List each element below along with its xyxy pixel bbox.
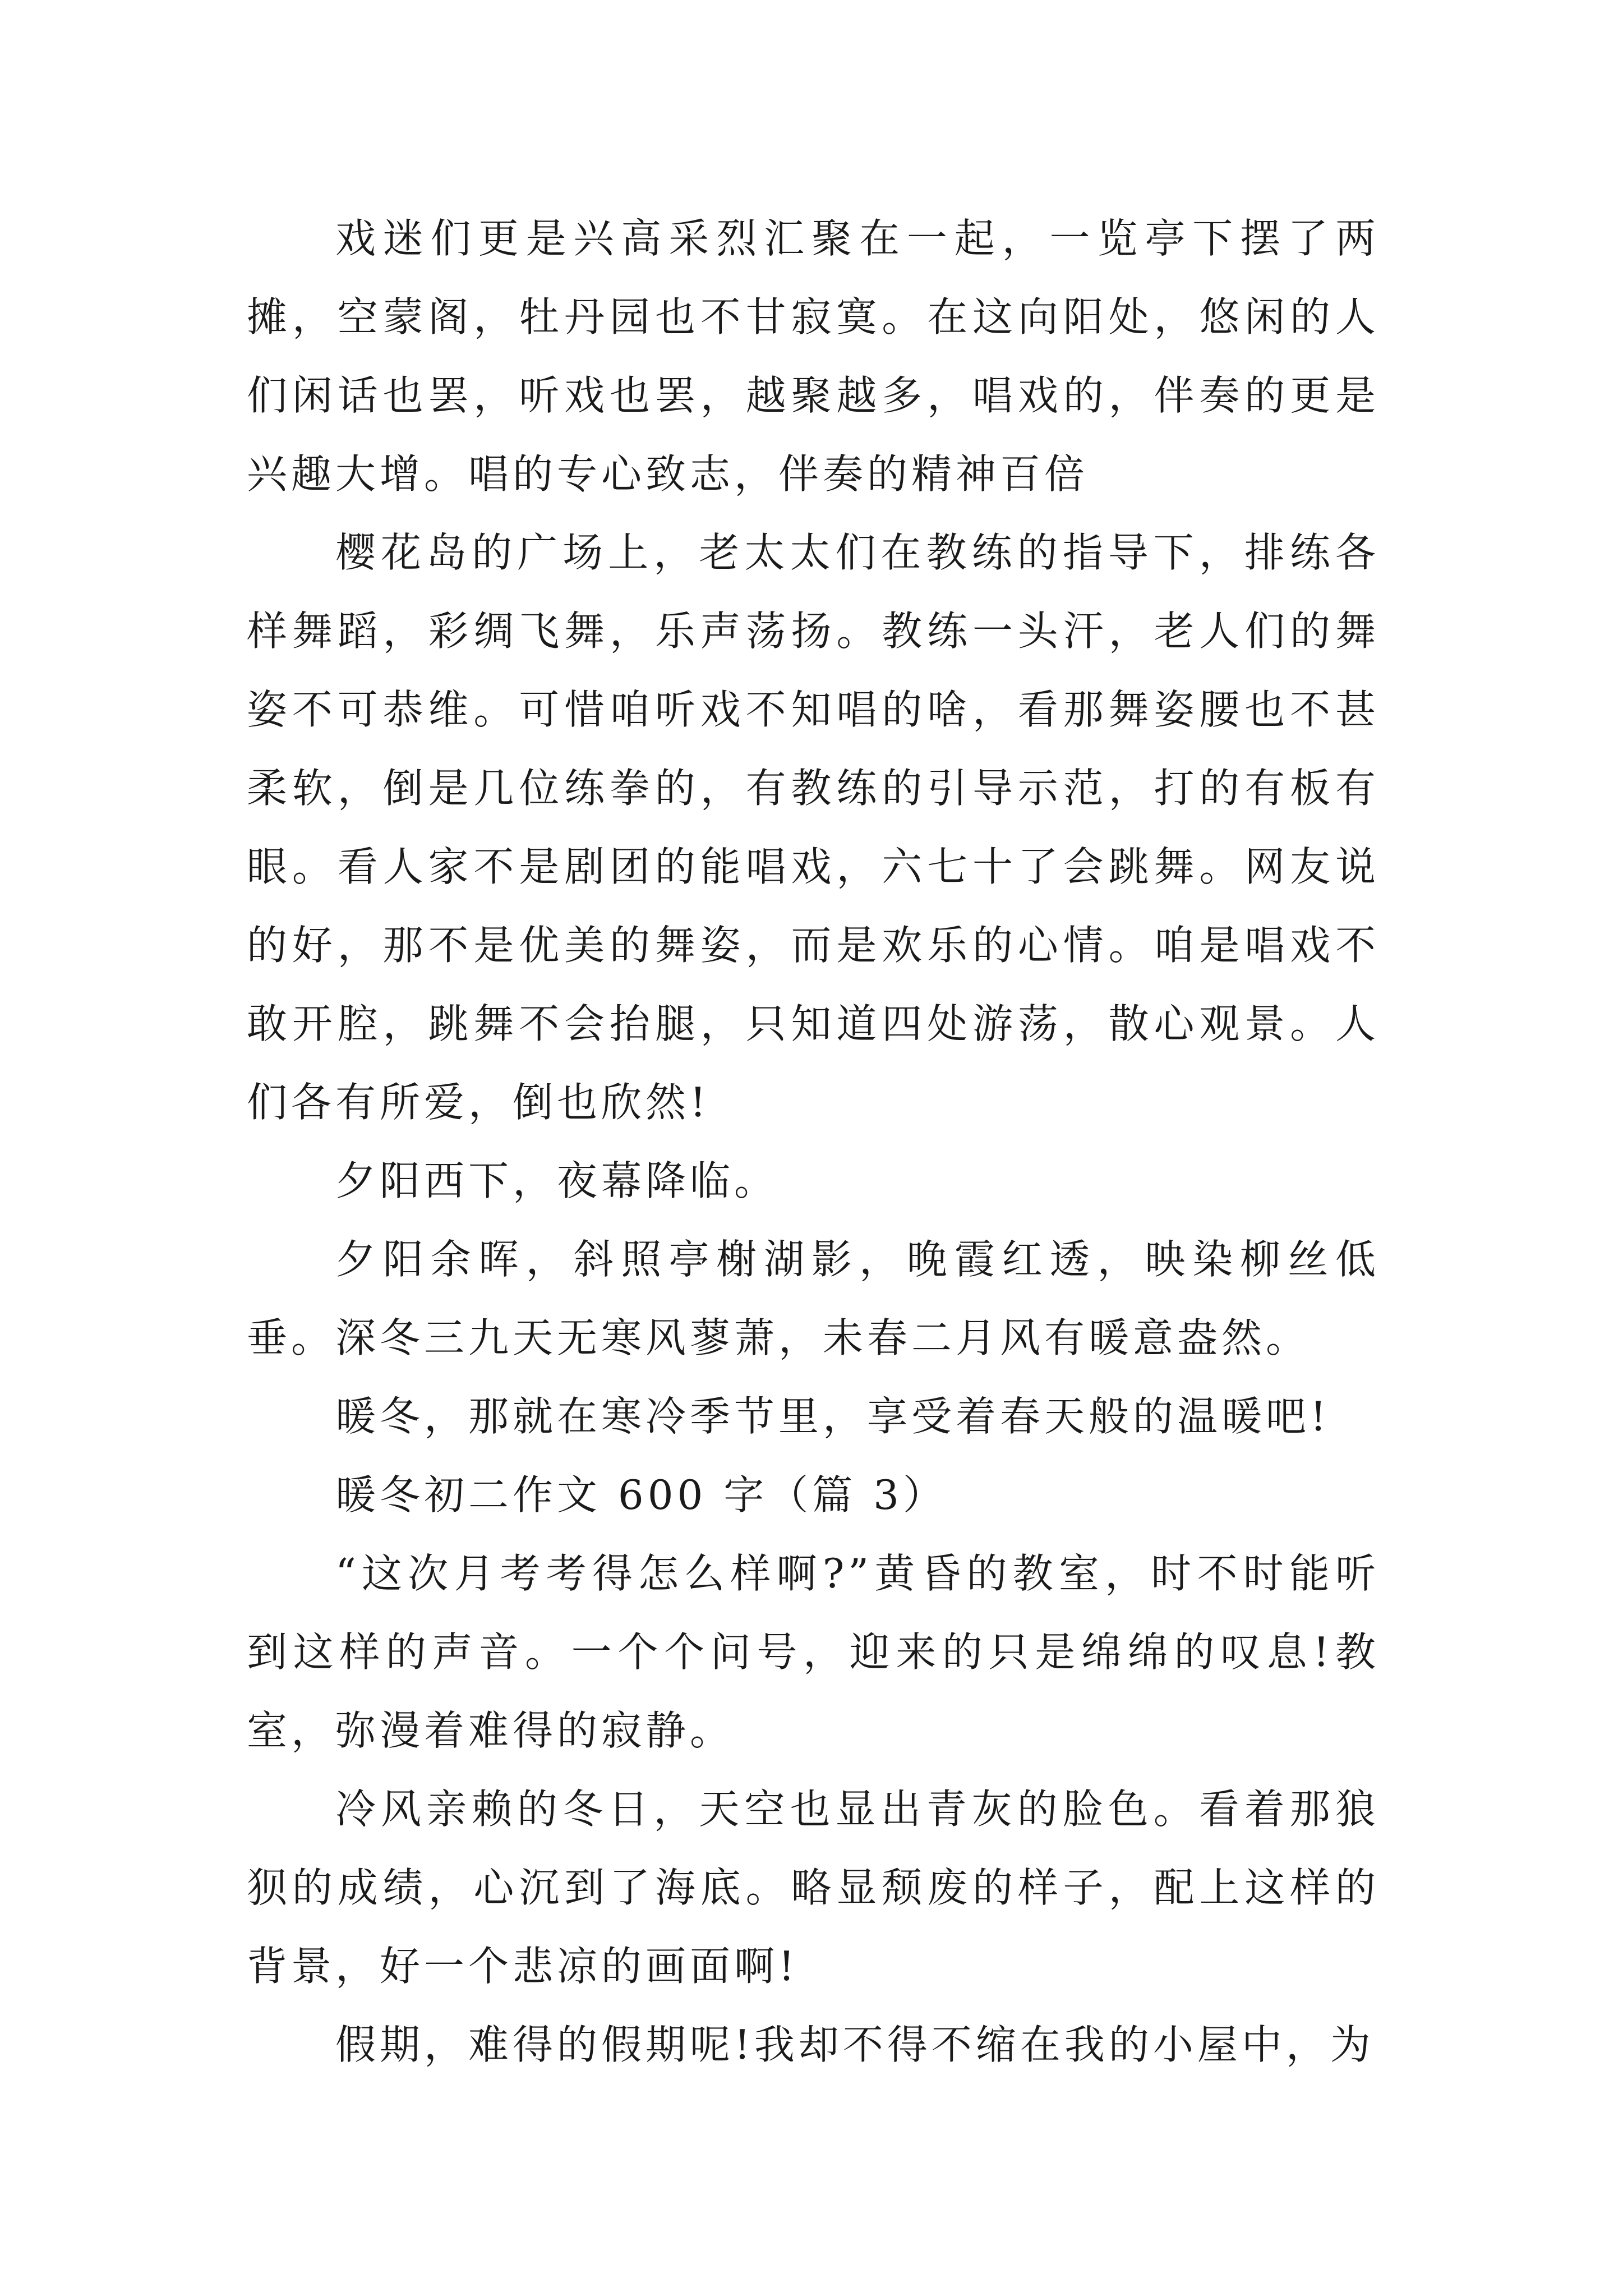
- paragraph-opera-fans: 戏迷们更是兴高采烈汇聚在一起，一览亭下摆了两摊，空蒙阁，牡丹园也不甘寂寞。在这向阳处，悠闲的人们闲话也罢，听戏也罢，越聚越多，唱戏的，伴奏的更是兴趣大增。唱的专心致志，伴奏的精神百倍: [247, 215, 1380, 498]
- paragraph-cold-wind: 冷风亲赖的冬日，天空也显出青灰的脸色。看着那狼狈的成绩，心沉到了海底。略显颓废的样子，配上这样的背景，好一个悲凉的画面啊!: [247, 1786, 1380, 1990]
- essay-body: [247, 199, 1380, 2084]
- paragraph-afterglow: 夕阳余晖，斜照亭榭湖影，晚霞红透，映染柳丝低垂。深冬三九天无寒风蓼萧，未春二月风有暖意盎然。: [247, 1236, 1380, 1361]
- paragraph-monthly-exam: “这次月考考得怎么样啊?”黄昏的教室，时不时能听到这样的声音。一个个问号，迎来的只是绵绵的叹息!教室，弥漫着难得的寂静。: [247, 1550, 1380, 1754]
- paragraph-sunset: 夕阳西下，夜幕降临。: [335, 1157, 779, 1204]
- essay-section-title: 暖冬初二作文 600 字（篇 3）: [335, 1471, 947, 1519]
- paragraph-holiday: 假期，难得的假期呢!我却不得不缩在我的小屋中，为: [335, 2021, 1375, 2068]
- paragraph-warm-winter: 暖冬，那就在寒冷季节里，享受着春天般的温暖吧!: [335, 1393, 1330, 1440]
- paragraph-sakura-island-square: 樱花岛的广场上，老太太们在教练的指导下，排练各样舞蹈，彩绸飞舞，乐声荡扬。教练一头汗，老人们的舞姿不可恭维。可惜咱听戏不知唱的啥，看那舞姿腰也不甚柔软，倒是几位练拳的，有教练的引导示范，打的有板有眼。看人家不是剧团的能唱戏，六七十了会跳舞。网友说的好，那不是优美的舞姿，而是欢乐的心情。咱是唱戏不敢开腔，跳舞不会抬腿，只知道四处游荡，散心观景。人们各有所爱，倒也欣然!: [247, 529, 1380, 1126]
